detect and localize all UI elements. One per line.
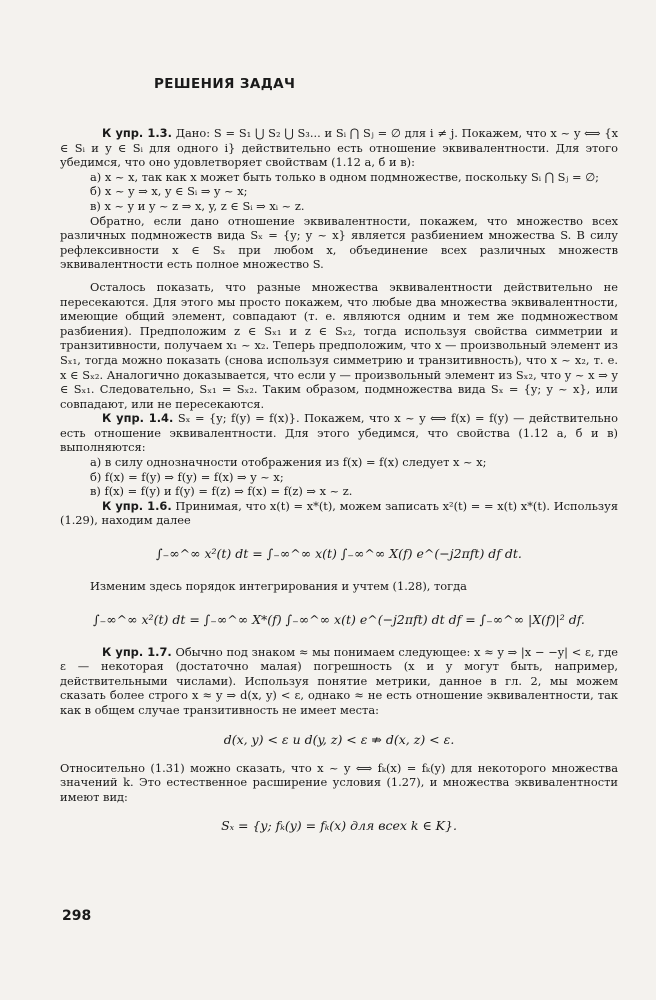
equation-2: ∫₋∞^∞ x²(t) dt = ∫₋∞^∞ X*(f) ∫₋∞^∞ x(t) e^(−j2πft) dt df = ∫₋∞^∞ |X(f)|² df. <box>93 611 585 627</box>
paragraph-reorder: Изменим здесь порядок интегрирования и учтем (1.28), тогда <box>90 579 467 594</box>
paragraph-text: Sₓ = {y; f(y) = f(x)}. Покажем, что x ~ y ⟺ f(x) = f(y) — действительно есть отношение эквивалентности. Для этого убедимся, что свойства (1.12 а, б и в) выполняются: <box>60 411 618 455</box>
list-item-a: а) x ~ x, так как x может быть только в одном подмножестве, поскольку Sᵢ ⋂ Sⱼ = ∅; <box>90 169 599 184</box>
equation-4: Sₓ = {y; fₖ(y) = fₖ(x) для всех k ∈ K}. <box>221 818 457 834</box>
equation-3: d(x, y) < ε и d(y, z) < ε ⇏ d(x, z) < ε. <box>223 731 455 747</box>
list-item-b: б) x ~ y ⇒ x, y ∈ Sᵢ ⇒ y ~ x; <box>90 184 248 199</box>
paragraph-text: Дано: S = S₁ ⋃ S₂ ⋃ S₃... и Sᵢ ⋂ Sⱼ = ∅ для i ≠ j. Покажем, что x ~ y ⟺ {x ∈ Sᵢ и y ∈ Sᵢ для одного i} действительно есть отношение эквивалентности. Для этого убедимся, что оно удовлетворяет свойствам (1.12 а, б и в): <box>60 126 618 170</box>
paragraph-ex-1-6 <box>60 499 618 528</box>
exercise-label: К упр. 1.3. <box>102 126 172 140</box>
exercise-label: К упр. 1.4. <box>102 411 174 426</box>
paragraph-text: Принимая, что x(t) = x*(t), можем записать x²(t) = = x(t) x*(t). Используя (1.29), находим далее <box>60 498 619 528</box>
paragraph-text: Обычно под знаком ≈ мы понимаем следующее: x ≈ y ⇒ |x − −y| < ε, где ε — некоторая (достаточно малая) погрешность (x и y могут быть, например, действительными числами). Используя понятие метрики, данное в гл. 2, мы можем сказать более строго x ≈ y ⇒ d(x, y) < ε, однако ≈ не есть отношение эквивалентности, так как в общем случае транзитивность не имеет места: <box>60 644 618 717</box>
paragraph-ex-1-4 <box>60 411 618 455</box>
paragraph-converse: Обратно, если дано отношение эквивалентности, покажем, что множество всех различных подмножеств вида Sₓ = {y; y ~ x} является разбиением множества S. В силу рефлексивности x ∈ Sₓ при любом x, объединение всех различных множеств эквивалентности есть полное множество S. <box>60 213 618 272</box>
section-heading: РЕШЕНИЯ ЗАДАЧ <box>154 76 296 92</box>
list-item-c: в) x ~ y и y ~ z ⇒ x, y, z ∈ Sᵢ ⇒ xᵢ ~ z. <box>90 198 305 213</box>
paragraph-relative: Относительно (1.31) можно сказать, что x ~ y ⟺ fₖ(x) = fₖ(y) для некоторого множества значений k. Это естественное расширение условия (1.27), и множества эквивалентности имеют вид: <box>60 760 618 804</box>
list-item-a: а) в силу однозначности отображения из f(x) = f(x) следует x ~ x; <box>90 455 487 470</box>
paragraph-ex-1-7 <box>60 645 618 718</box>
list-item-c: в) f(x) = f(y) и f(y) = f(z) ⇒ f(x) = f(z) ⇒ x ~ z. <box>90 484 353 499</box>
page-number: 298 <box>62 908 92 924</box>
list-item-b: б) f(x) = f(y) ⇒ f(y) = f(x) ⇒ y ~ x; <box>90 469 284 484</box>
paragraph-disjoint: Осталось показать, что разные множества эквивалентности действительно не пересекаются. Для этого мы просто покажем, что любые два множества эквивалентности, имеющие общий элемент, совпадают (т. е. являются одним и тем же подмножеством разбиения). Предположим z ∈ Sₓ₁ и z ∈ Sₓ₂, тогда используя свойства симметрии и транзитивности, получаем x₁ ~ x₂. Теперь предположим, что x — произвольный элемент из Sₓ₁, тогда можно показать (снова используя симметрию и транзитивность), что x ~ x₂, т. е. x ∈ Sₓ₂. Аналогично доказывается, что если y — произвольный элемент из Sₓ₂, что y ~ x ⇒ y ∈ Sₓ₁. Следовательно, Sₓ₁ = Sₓ₂. Таким образом, подмножества вида Sₓ = {y; y ~ x}, или совпадают, или не пересекаются. <box>60 279 618 411</box>
equation-1: ∫₋∞^∞ x²(t) dt = ∫₋∞^∞ x(t) ∫₋∞^∞ X(f) e^(−j2πft) df dt. <box>156 546 522 562</box>
exercise-label: К упр. 1.7. <box>102 644 172 659</box>
exercise-label: К упр. 1.6. <box>102 498 172 513</box>
paragraph-ex-1-3 <box>60 126 618 170</box>
